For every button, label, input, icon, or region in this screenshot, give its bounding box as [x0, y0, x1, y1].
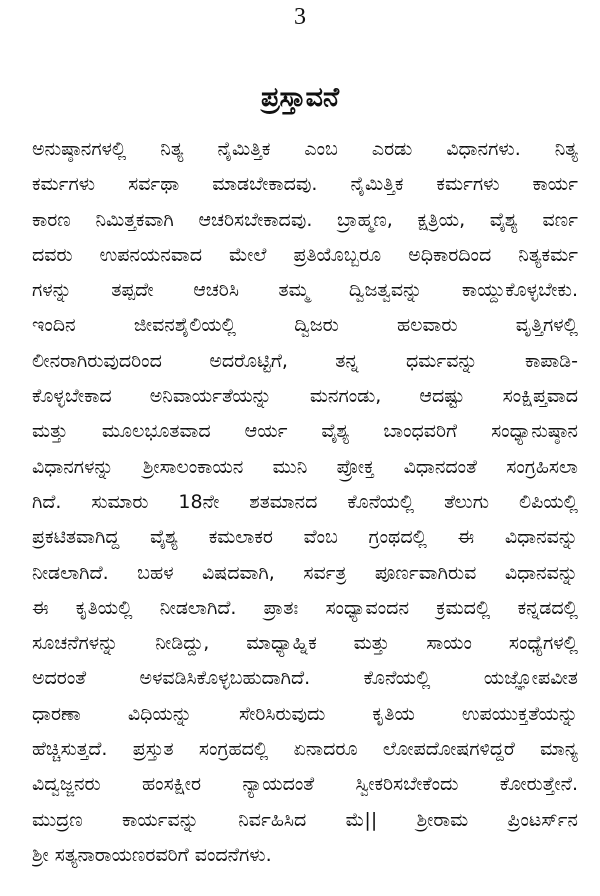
body-text — [32, 132, 578, 873]
text-line: ಕಾರಣ ನಿಮಿತ್ತಕವಾಗಿ ಆಚರಿಸಬೇಕಾದವು. ಬ್ರಾಹ್ಮಣ, ಕ್ಷತ್ರಿಯ, ವೈಶ್ಯ ವರ್ಣ — [32, 208, 578, 231]
text-line: ಇಂದಿನ ಜೀವನಶೈಲಿಯಲ್ಲಿ ದ್ವಿಜರು ಹಲವಾರು ವೃತ್ತಿಗಳಲ್ಲಿ — [32, 314, 578, 337]
text-line: ಶ್ರೀ ಸತ್ಯನಾರಾಯಣರವರಿಗೆ ವಂದನೆಗಳು. — [32, 843, 272, 866]
text-line: ನೀಡಲಾಗಿದೆ. ಬಹಳ ವಿಷದವಾಗಿ, ಸರ್ವತ್ರ ಪೂರ್ಣವಾಗಿರುವ ವಿಧಾನವನ್ನು — [32, 561, 578, 584]
text-line: ಸೂಚನೆಗಳನ್ನು ನೀಡಿದ್ದು, ಮಾಧ್ಯಾಹ್ನಿಕ ಮತ್ತು ಸಾಯಂ ಸಂಧ್ಯೆಗಳಲ್ಲಿ — [32, 632, 578, 655]
text-line: ಅದರಂತೆ ಅಳವಡಿಸಿಕೊಳ್ಳಬಹುದಾಗಿದೆ. ಕೊನೆಯಲ್ಲಿ ಯಜ್ಞೋಪವೀತ — [32, 667, 578, 690]
text-line: ಕರ್ಮಗಳು ಸರ್ವಥಾ ಮಾಡಬೇಕಾದವು. ನೈಮಿತ್ತಿಕ ಕರ್ಮಗಳು ಕಾರ್ಯ — [32, 173, 578, 196]
text-line: ಹೆಚ್ಚಿಸುತ್ತದೆ. ಪ್ರಸ್ತುತ ಸಂಗ್ರಹದಲ್ಲಿ ಏನಾದರೂ ಲೋಪದೋಷಗಳಿದ್ದರೆ ಮಾನ್ಯ — [32, 738, 578, 761]
text-line: ಅನುಷ್ಠಾನಗಳಲ್ಲಿ ನಿತ್ಯ ನೈಮಿತ್ತಿಕ ಎಂಬ ಎರಡು ವಿಧಾನಗಳು. ನಿತ್ಯ — [32, 138, 578, 160]
text-line: ವಿಧಾನಗಳನ್ನು ಶ್ರೀಸಾಲಂಕಾಯನ ಮುನಿ ಪ್ರೋಕ್ತ ವಿಧಾನದಂತೆ ಸಂಗ್ರಹಿಸಲಾ — [32, 455, 578, 478]
text-line: ಗಿದೆ. ಸುಮಾರು 18ನೇ ಶತಮಾನದ ಕೊನೆಯಲ್ಲಿ ತೆಲುಗು ಲಿಪಿಯಲ್ಲಿ — [32, 490, 578, 513]
text-line: ಧಾರಣಾ ವಿಧಿಯನ್ನು ಸೇರಿಸಿರುವುದು ಕೃತಿಯ ಉಪಯುಕ್ತತೆಯನ್ನು — [32, 702, 578, 725]
text-line: ಮತ್ತು ಮೂಲಭೂತವಾದ ಆರ್ಯ ವೈಶ್ಯ ಬಾಂಧವರಿಗೆ ಸಂಧ್ಯಾನುಷ್ಠಾನ — [32, 420, 578, 443]
text-line: ಲೀನರಾಗಿರುವುದರಿಂದ ಅದರೊಟ್ಟಿಗೆ, ತನ್ನ ಧರ್ಮವನ್ನು ಕಾಪಾಡಿ- — [32, 349, 578, 372]
text-line: ದವರು ಉಪನಯನವಾದ ಮೇಲೆ ಪ್ರತಿಯೊಬ್ಬರೂ ಅಧಿಕಾರದಿಂದ ನಿತ್ಯಕರ್ಮ — [32, 243, 578, 266]
text-line: ಕೊಳ್ಳಬೇಕಾದ ಅನಿವಾರ್ಯತೆಯನ್ನು ಮನಗಂಡು, ಆದಷ್ಟು ಸಂಕ್ಷಿಪ್ತವಾದ — [32, 385, 578, 408]
text-line: ವಿದ್ವಜ್ಜನರು ಹಂಸಕ್ಷೀರ ನ್ಯಾಯದಂತೆ ಸ್ವೀಕರಿಸಬೇಕೆಂದು ಕೋರುತ್ತೇನೆ. — [32, 773, 578, 796]
page-number: 3 — [294, 4, 306, 30]
text-line: ಈ ಕೃತಿಯಲ್ಲಿ ನೀಡಲಾಗಿದೆ. ಪ್ರಾತಃ ಸಂಧ್ಯಾವಂದನ ಕ್ರಮದಲ್ಲಿ ಕನ್ನಡದಲ್ಲಿ — [32, 596, 578, 619]
page-title: ಪ್ರಸ್ತಾವನೆ — [260, 82, 340, 113]
text-line: ಮುದ್ರಣ ಕಾರ್ಯವನ್ನು ನಿರ್ವಹಿಸಿದ ಮೆ|| ಶ್ರೀರಾಮ ಪ್ರಿಂಟರ್ಸ್‌ನ — [32, 808, 578, 831]
text-line: ಪ್ರಕಟಿತವಾಗಿದ್ದ ವೈಶ್ಯ ಕಮಲಾಕರ ವೆಂಬ ಗ್ರಂಥದಲ್ಲಿ ಈ ವಿಧಾನವನ್ನು — [32, 526, 578, 549]
text-line: ಗಳನ್ನು ತಪ್ಪದೇ ಆಚರಿಸಿ ತಮ್ಮ ದ್ವಿಜತ್ವವನ್ನು ಕಾಯ್ದುಕೊಳ್ಳಬೇಕು. — [32, 279, 578, 302]
